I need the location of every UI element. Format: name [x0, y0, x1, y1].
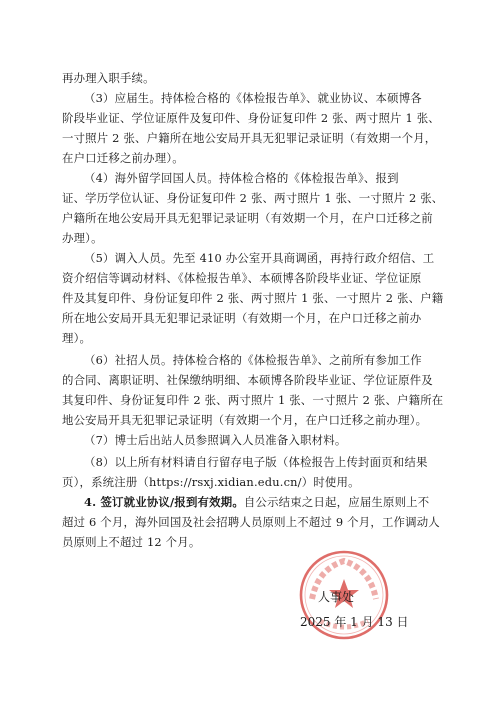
text-fragment: 自公示结束之日起，应届生原则上不	[243, 495, 430, 509]
text-line: （6）社招人员。持体检合格的《体检报告单》、之前所有参加工作	[84, 353, 422, 367]
paragraph-social-recruits	[62, 350, 442, 430]
text-line: 所在地公安局开具无犯罪记录证明（有效期一个月，在户口迁移之前办	[62, 311, 422, 325]
text-line: 资介绍信等调动材料、《体检报告单》、本硕博各阶段毕业证、学位证原	[62, 271, 422, 285]
paragraph-validity-period	[62, 492, 442, 552]
text-line: 超过 6 个月，海外回国及社会招聘人员原则上不超过 9 个月，工作调动人	[62, 515, 440, 529]
text-line: 户籍所在地公安局开具无犯罪记录证明（有效期一个月，在户口迁移之前	[62, 211, 433, 225]
text-line: 理）。	[62, 331, 92, 345]
text-line: 页），系统注册（https://rsxj.xidian.edu.cn/）时使用。	[62, 475, 360, 489]
text-line: （3）应届生。持体检合格的《体检报告单》、就业协议、本硕博各	[84, 91, 422, 105]
text-line: 一寸照片 2 张、户籍所在地公安局开具无犯罪记录证明（有效期一个月，	[62, 131, 437, 145]
issuing-department: 人事处	[318, 590, 355, 604]
text-line: 的合同、离职证明、社保缴纳明细、本硕博各阶段毕业证、学位证原件及	[62, 373, 433, 387]
text-line: 再办理入职手续。	[62, 71, 155, 85]
paragraph-electronic-copies	[62, 452, 442, 492]
issue-date: 2025 年 1 月 13 日	[300, 615, 409, 629]
paragraph-overseas-returnees	[62, 168, 442, 248]
text-line: 证、学历学位认证、身份证复印件 2 张、两寸照片 1 张、一寸照片 2 张、	[62, 191, 444, 205]
text-line	[62, 492, 442, 512]
text-line: 阶段毕业证、学位证原件及复印件、身份证复印件 2 张、两寸照片 1 张、	[62, 111, 440, 125]
text-line: 件及其复印件、身份证复印件 2 张、两寸照片 1 张、一寸照片 2 张、户籍	[62, 291, 444, 305]
paragraph-postdocs	[62, 430, 442, 450]
text-line: （7）博士后出站人员参照调入人员准备入职材料。	[84, 433, 347, 447]
text-line: 地公安局开具无犯罪记录证明（有效期一个月，在户口迁移之前办理）。	[62, 413, 428, 427]
text-line: 在户口迁移之前办理）。	[62, 151, 184, 165]
text-line: （4）海外留学回国人员。持体检合格的《体检报告单》、报到	[84, 171, 399, 185]
paragraph-transfers	[62, 248, 442, 348]
text-line: 其复印件、身份证复印件 2 张、两寸照片 1 张、一寸照片 2 张、户籍所在	[62, 393, 444, 407]
paragraph-graduates	[62, 88, 442, 168]
text-line: 办理）。	[62, 231, 103, 245]
text-line: （8）以上所有材料请自行留存电子版（体检报告上传封面页和结果	[84, 455, 428, 469]
section-heading: 4. 签订就业协议/报到有效期。	[84, 495, 244, 509]
text-line: （5）调入人员。先至 410 办公室开具商调函，再持行政介绍信、工	[84, 251, 435, 265]
text-line: 员原则上不超过 12 个月。	[62, 535, 201, 549]
paragraph-continued	[62, 68, 442, 88]
